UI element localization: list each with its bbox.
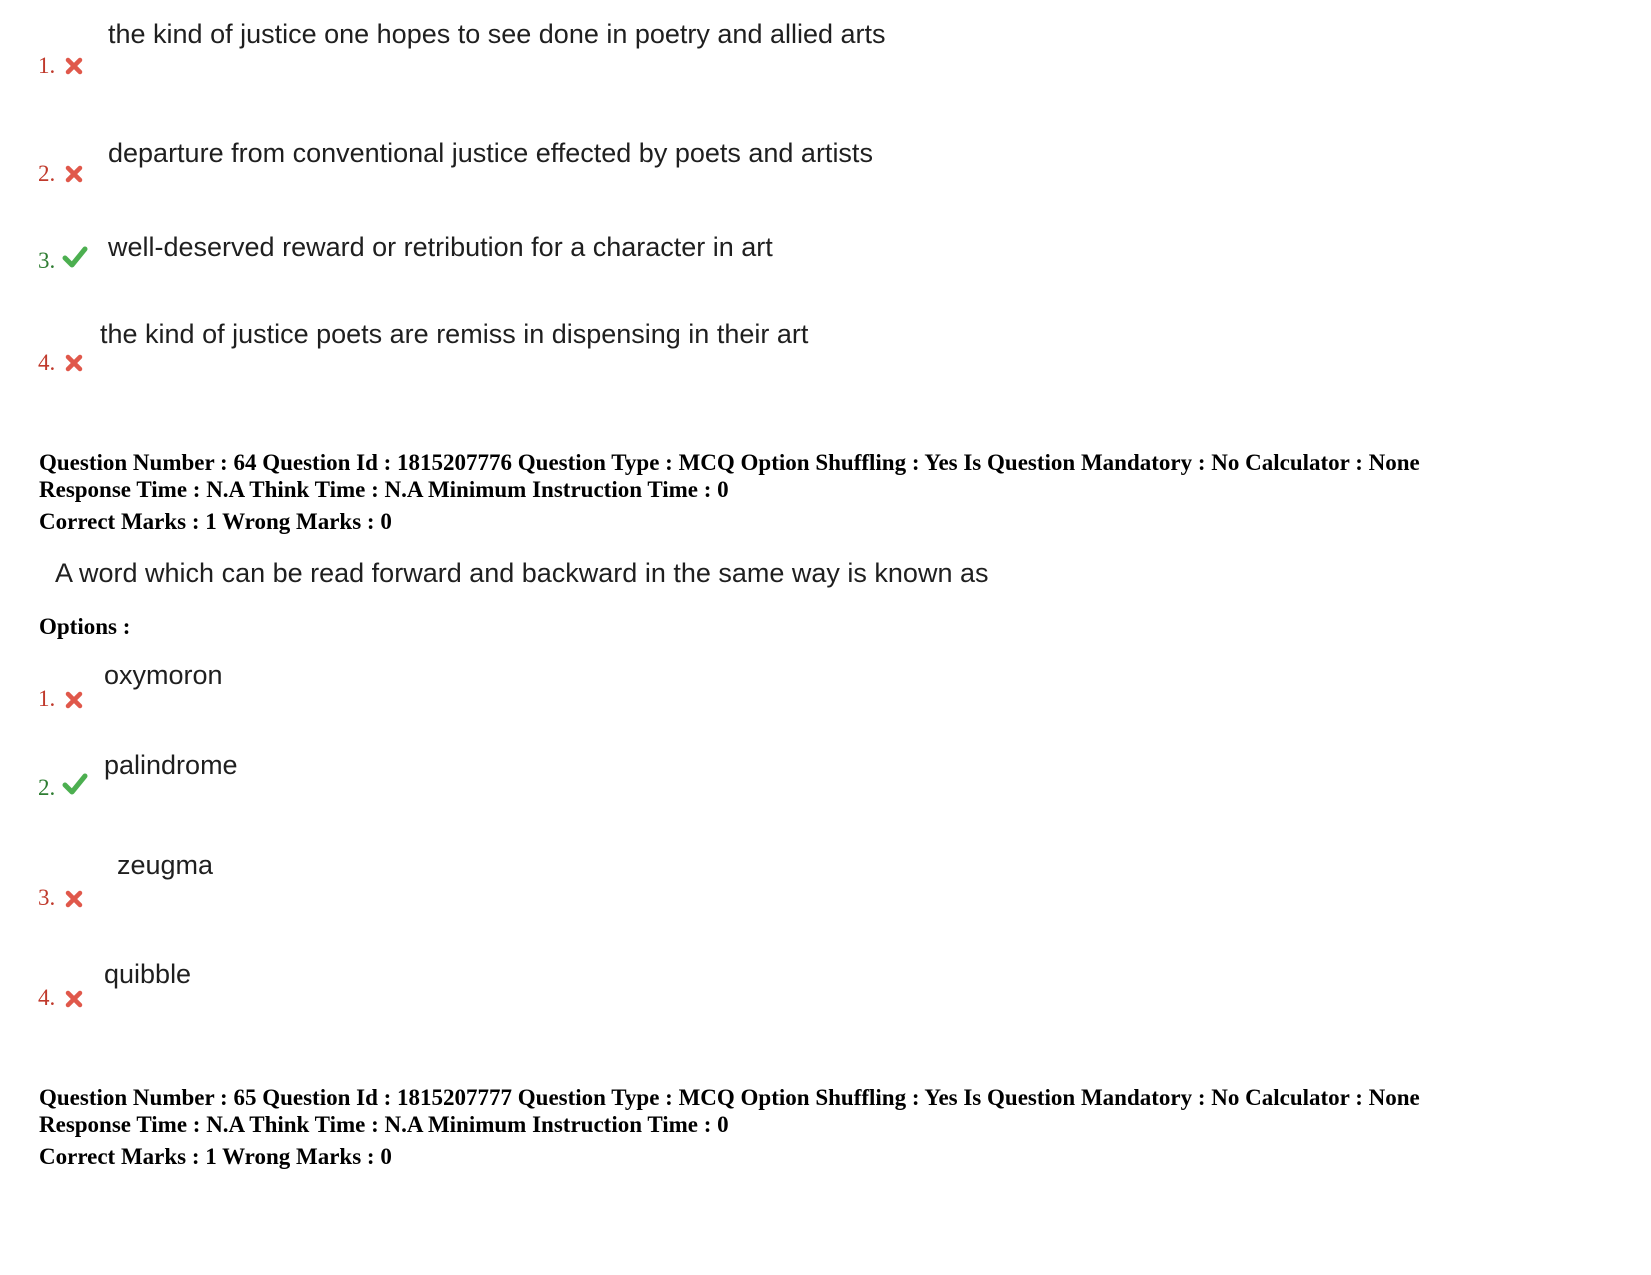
question-meta-line2: Response Time : N.A Think Time : N.A Minimum Instruction Time : 0 bbox=[39, 1112, 729, 1137]
option-text: well-deserved reward or retribution for a character in art bbox=[108, 232, 773, 262]
option-number: 1. bbox=[38, 686, 56, 711]
option-number: 3. bbox=[38, 885, 56, 910]
cross-icon bbox=[63, 55, 85, 77]
option-text: the kind of justice poets are remiss in dispensing in their art bbox=[100, 319, 809, 349]
cross-icon bbox=[63, 988, 85, 1010]
option-text: oxymoron bbox=[104, 660, 223, 690]
question-meta-line2: Response Time : N.A Think Time : N.A Minimum Instruction Time : 0 bbox=[39, 477, 729, 502]
option-text: the kind of justice one hopes to see done in poetry and allied arts bbox=[108, 19, 886, 49]
question-marks: Correct Marks : 1 Wrong Marks : 0 bbox=[39, 509, 392, 534]
cross-icon bbox=[63, 163, 85, 185]
option-text: quibble bbox=[104, 959, 192, 989]
option-number: 4. bbox=[38, 985, 56, 1010]
question-meta-line1: Question Number : 65 Question Id : 1815207777 Question Type : MCQ Option Shuffling : Yes Is Question Mandatory : No Calculator : None bbox=[39, 1085, 1420, 1110]
cross-icon bbox=[63, 888, 85, 910]
cross-icon bbox=[63, 352, 85, 374]
check-icon bbox=[62, 772, 88, 796]
option-number: 1. bbox=[38, 53, 56, 78]
option-text: departure from conventional justice effected by poets and artists bbox=[108, 138, 873, 168]
option-number: 3. bbox=[38, 248, 56, 273]
check-icon bbox=[62, 245, 88, 269]
option-text: palindrome bbox=[104, 750, 238, 780]
question-meta-line1: Question Number : 64 Question Id : 1815207776 Question Type : MCQ Option Shuffling : Yes Is Question Mandatory : No Calculator : None bbox=[39, 450, 1420, 475]
question-text: A word which can be read forward and backward in the same way is known as bbox=[55, 558, 989, 588]
option-number: 4. bbox=[38, 350, 56, 375]
option-number: 2. bbox=[38, 775, 56, 800]
options-label: Options : bbox=[39, 614, 131, 639]
option-text: zeugma bbox=[117, 850, 214, 880]
question-marks: Correct Marks : 1 Wrong Marks : 0 bbox=[39, 1144, 392, 1169]
option-number: 2. bbox=[38, 161, 56, 186]
cross-icon bbox=[63, 689, 85, 711]
